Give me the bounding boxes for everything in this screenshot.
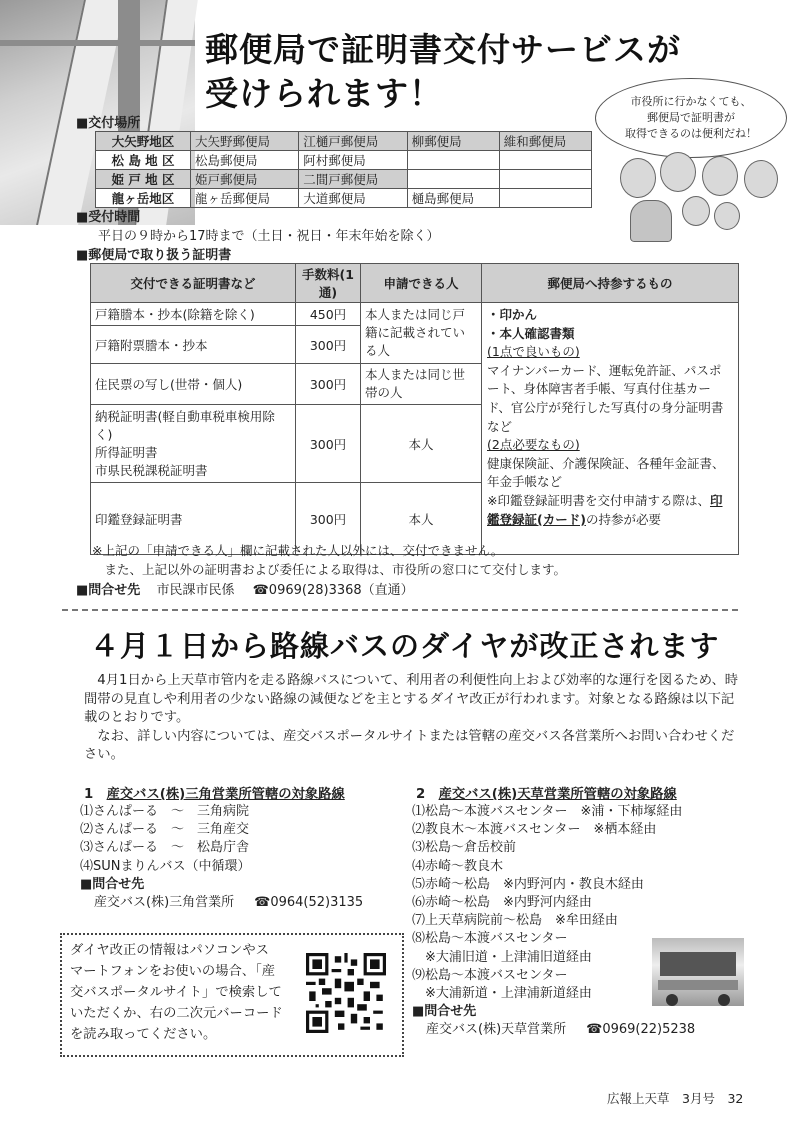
list-item: ⑶松島～倉岳校前 <box>412 840 517 856</box>
list-item: ⑼松島～本渡バスセンター <box>412 967 568 983</box>
right-route-heading: 2 産交バス(株)天草営業所管轄の対象路線 <box>416 787 677 802</box>
table-row: 姫 戸 地 区 姫戸郵便局 二間戸郵便局 <box>96 170 592 189</box>
hours-heading: ■ 受付時間 <box>76 206 140 225</box>
bus-intro: 4月1日から上天草市管内を走る路線バスについて、利用者の利便性向上および効率的な運行を図るため、時間帯の見直しや利用者の少ない路線の減便などを主とするダイヤ改正が行われます。対象となる路線は以下記載のとおりです。 なお、詳しい内容については、産交バスポータルサイトまたは管轄の産交バス各営業所へお問い合わせください。 <box>84 673 739 762</box>
table-row: 龍ヶ岳地区 龍ヶ岳郵便局 大道郵便局 樋島郵便局 <box>96 189 592 208</box>
location-heading: ■ 交付場所 <box>76 112 140 131</box>
table-row: 納税証明書(軽自動車税車検用除く) 所得証明書 市県民税課税証明書 300円 本人 <box>91 405 739 483</box>
list-item: ⑶さんぱーる ～ 松島庁舎 <box>80 840 250 856</box>
bus-photo <box>652 938 744 1006</box>
list-item: ⑻松島～本渡バスセンター <box>412 931 568 947</box>
post-contact: ■ 問合せ先 市民課市民係 ☎0969(28)3368（直通） <box>76 579 414 598</box>
qr-info-text: ダイヤ改正の情報はパソコンやス マートフォンをお使いの場合、「産 交バスポータルサイト」で検索して いただくか、右の二次元バーコード を読み取ってください。 <box>70 943 283 1042</box>
table-row: 松 島 地 区 松島郵便局 阿村郵便局 <box>96 151 592 170</box>
table-row: 戸籍謄本・抄本(除籍を除く) 450円 本人または同じ戸籍に記載されている人 ・印かん ・本人確認書類 (1点で良いもの) マイナンバーカード、運転免許証、パスポート、身体障害者手帳、写真付住基カード、官公庁が発行した写真付の身分証明書など (2点必要なもの) 健康保険証、介護保険証、各種年金証書、年金手帳など ※印鑑登録証明書を交付申請する際は、印鑑登録証(カード)の持参が必要 <box>91 303 739 326</box>
list-item: ⑹赤崎～松島 ※内野河内経由 <box>412 895 592 911</box>
qr-code[interactable] <box>306 953 386 1033</box>
table-row: 交付できる証明書など 手数料(1通) 申請できる人 郵便局へ持参するもの <box>91 264 739 303</box>
bus-title: ４月１日から路線バスのダイヤが改正されます <box>90 629 720 663</box>
post-title: 郵便局で証明書交付サービスが 受けられます！ <box>205 30 681 113</box>
left-route-list: ⑴さんぱーる ～ 三角病院 ⑵さんぱーる ～ 三角産交 ⑶さんぱーる ～ 松島庁舎 ⑷SUNまりんバス（中循環） ■ 問合せ先 産交バス(株)三角営業所 ☎0964(52)3135 <box>80 803 363 912</box>
list-item: ※大浦旧道・上津浦旧道経由 <box>412 949 592 965</box>
table-row: 印鑑登録証明書 300円 本人 <box>91 483 739 555</box>
table-row: 大矢野地区 大矢野郵便局 江樋戸郵便局 柳郵便局 維和郵便局 <box>96 132 592 151</box>
page-footer: 広報上天草 3月号 32 <box>607 1091 744 1106</box>
list-item: ※大浦新道・上津浦新道経由 <box>412 986 592 1002</box>
cert-notes: ※上記の「申請できる人」欄に記載された人以外には、交付できません。 また、上記以外の証明書および委任による取得は、市役所の窓口にて交付します。 <box>92 543 567 577</box>
list-item: ⑵さんぱーる ～ 三角産交 <box>80 822 250 838</box>
cert-table <box>90 263 739 555</box>
section-divider <box>62 609 738 611</box>
left-route-heading: 1 産交バス(株)三角営業所管轄の対象路線 <box>84 787 345 802</box>
list-item: ⑴松島～本渡バスセンター ※浦・下柿塚経由 <box>412 804 683 819</box>
list-item: ⑷SUNまりんバス（中循環） <box>80 858 251 874</box>
hours-text: 平日の９時から17時まで（土日・祝日・年末年始を除く） <box>98 229 440 244</box>
family-illustration <box>610 150 790 242</box>
cert-heading: ■ 郵便局で取り扱う証明書 <box>76 244 231 263</box>
bring-items: ・印かん ・本人確認書類 (1点で良いもの) マイナンバーカード、運転免許証、パスポート、身体障害者手帳、写真付住基カード、官公庁が発行した写真付の身分証明書など (2点必要なもの) 健康保険証、介護保険証、各種年金証書、年金手帳など ※印鑑登録証明書を交付申請する際は、印鑑登録証(カード)の持参が必要 <box>482 303 739 555</box>
list-item: ⑵教良木～本渡バスセンター ※栖本経由 <box>412 822 657 838</box>
right-route-list: ⑴松島～本渡バスセンター ※浦・下柿塚経由 ⑵教良木～本渡バスセンター ※栖本経由 ⑶松島～倉岳校前 ⑷赤崎～教良木 ⑸赤崎～松島 ※内野河内・教良木経由 ⑹赤崎～松島 ※内野河内経由 ⑺上天草病院前～松島 ※牟田経由 ⑻松島～本渡バスセンター ※大浦旧道・上津浦旧道経由 ⑼松島～本渡バスセンター ※大浦新道・上津浦新道経由 ■ 問合せ先 産交バス(株)天草営業所 ☎0969(22)5238 <box>412 803 695 1040</box>
table-row: 戸籍附票謄本・抄本 300円 <box>91 326 739 364</box>
list-item: ⑴さんぱーる ～ 三角病院 <box>80 804 250 819</box>
speech-bubble: 市役所に行かなくても、 郵便局で証明書が 取得できるのは便利だね！ <box>595 78 787 158</box>
location-table <box>95 131 592 208</box>
table-row: 住民票の写し(世帯・個人) 300円 本人または同じ世帯の人 <box>91 364 739 405</box>
list-item: ⑸赤崎～松島 ※内野河内・教良木経由 <box>412 876 644 892</box>
list-item: ⑷赤崎～教良木 <box>412 858 504 874</box>
list-item: ⑺上天草病院前～松島 ※牟田経由 <box>412 913 618 929</box>
